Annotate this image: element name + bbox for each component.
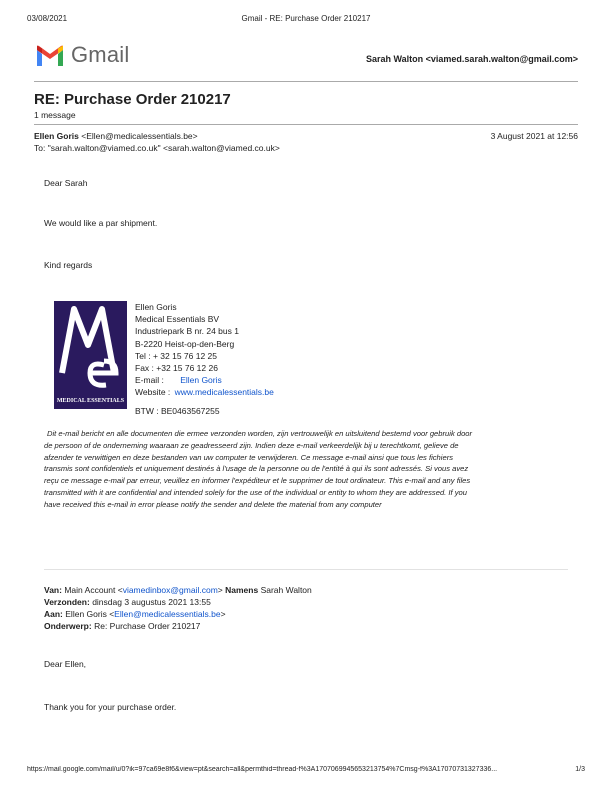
subject-divider [34,124,578,125]
quoted-subject-label: Onderwerp: [44,621,92,631]
quoted-from-email[interactable]: viamedinbox@gmail.com [122,585,218,595]
quoted-to-value: Ellen Goris < [65,609,115,619]
signature-name: Ellen Goris [135,302,177,312]
disclaimer-line: de persoon of de onderneming waaraan ze geadresseerd zijn. Indien deze e-mail verkeerdelijk bij u terechtkomt, gelieve de [44,440,459,450]
sender-email[interactable]: <Ellen@medicalessentials.be> [81,131,198,141]
sender-line [34,131,198,141]
quoted-behalf-value: Sarah Walton [260,585,312,595]
signature-city: B-2220 Heist-op-den-Berg [135,338,235,349]
company-logo [54,301,127,409]
quoted-to-email[interactable]: Ellen@medicalessentials.be [114,609,221,619]
quoted-from-value: Main Account < [64,585,123,595]
quoted-from-label: Van: [44,585,62,595]
signature-street: Industriepark B nr. 24 bus 1 [135,326,239,337]
closing: Kind regards [44,260,93,270]
print-url: https://mail.google.com/mail/u/0?ik=97ca69e8f6&view=pt&search=all&permthid=thread-f%3A1707069945653213754%7Cmsg-f%3A17070731327336... [27,766,498,773]
disclaimer-line: afzender te verwittigen en deze bestanden van uw computer te verwijderen. Ce message e-mail ainsi que tous les fichiers [44,452,454,462]
greeting: Dear Sarah [44,178,88,188]
quoted-subject-value: Re: Purchase Order 210217 [94,621,201,631]
gmail-m-icon [35,44,65,68]
body-text: We would like a par shipment. [44,218,158,228]
signature-fax: Fax : +32 15 76 12 26 [135,363,218,374]
disclaimer-line: Dit e-mail bericht en alle documenten die ermee verzonden worden, zijn vertrouwelijk en uitsluitend bestemd voor gebruik door [47,429,473,438]
quoted-from-row [44,584,312,596]
disclaimer-line: have received this e-mail in error please notify the sender and delete the material from any computer [44,499,382,509]
quoted-greeting: Dear Ellen, [44,659,87,669]
quoted-to-label: Aan: [44,609,63,619]
quoted-body: Thank you for your purchase order. [44,702,177,712]
signature-block [135,301,274,417]
message-date: 3 August 2021 at 12:56 [490,131,578,141]
quoted-sent-value: dinsdag 3 augustus 2021 13:55 [92,597,211,607]
signature-website-label: Website : [135,387,171,398]
signature-btw: BTW : BE0463567255 [135,405,220,416]
quote-divider [44,569,568,570]
disclaimer-line: reçu ce message e-mail par erreur, veuillez en informer l'expéditeur et le supprimer de tout ordinateur. This e-mail and any files [44,476,471,486]
gmail-wordmark: Gmail [71,42,130,67]
signature-email-link[interactable]: Ellen Goris [180,375,222,386]
header-divider [34,81,578,82]
signature-email-row [135,374,274,386]
logo-caption: MEDICAL ESSENTIALS [56,398,125,404]
print-title: Gmail - RE: Purchase Order 210217 [241,14,371,23]
quoted-subject-row [44,620,312,632]
quoted-behalf-label: Namens [225,585,259,595]
quoted-sent-row [44,596,312,608]
account-label: Sarah Walton <viamed.sarah.walton@gmail.com> [365,54,578,64]
quoted-to-end: > [220,609,226,619]
recipient-line: To: "sarah.walton@viamed.co.uk" <sarah.walton@viamed.co.uk> [34,143,280,153]
signature-website-row [135,386,274,398]
disclaimer [44,428,574,511]
signature-email-label: E-mail : [135,375,164,386]
message-count: 1 message [34,110,76,120]
quoted-to-row [44,608,312,620]
signature-website-link[interactable]: www.medicalessentials.be [174,387,274,398]
disclaimer-line: transmis sont confidentiels et uniquement destinés à l'usage de la personne ou de l'entité à qui ils sont adressés. Si vous avez [44,464,469,474]
sender-name: Ellen Goris [34,131,79,141]
quoted-from-end: > [217,585,223,595]
print-page-number: 1/3 [575,766,585,773]
quoted-sent-label: Verzonden: [44,597,90,607]
signature-tel: Tel : + 32 15 76 12 25 [135,350,217,361]
thread-subject: RE: Purchase Order 210217 [34,91,231,108]
signature-company: Medical Essentials BV [135,314,220,325]
quoted-header [44,584,312,632]
print-date: 03/08/2021 [27,14,68,23]
disclaimer-line: transmitted with it are confidential and intended solely for the use of the individual or entity to whom they are addressed. If you [44,487,467,497]
